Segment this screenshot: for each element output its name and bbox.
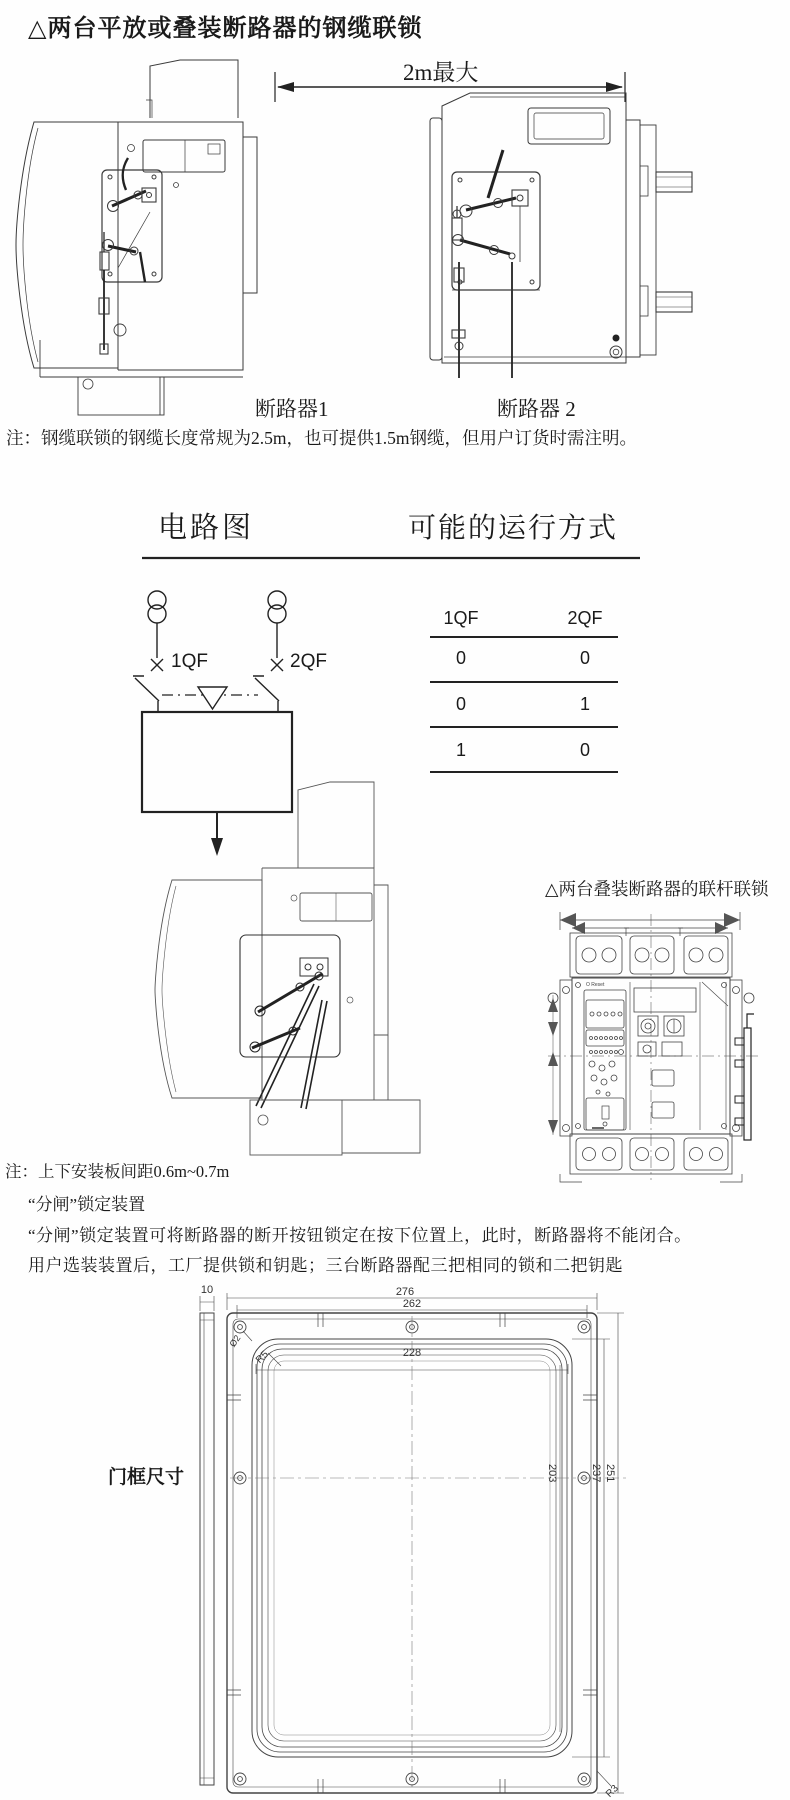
opening-lock-heading: “分闸”锁定装置 (28, 1195, 146, 1214)
dim-r3: R3 (603, 1783, 621, 1800)
table-rule (430, 681, 618, 683)
breaker1-side-view-drawing (16, 60, 257, 415)
breaker2-label: 断路器 2 (497, 397, 576, 421)
table-rule (430, 726, 618, 728)
table-rule (430, 771, 618, 773)
mounting-spacing-note: 注：上下安装板间距0.6m~0.7m (5, 1162, 230, 1181)
door-frame-drawing (200, 1293, 628, 1793)
dim-276: 276 (395, 1286, 415, 1298)
table-header-2qf: 2QF (567, 608, 603, 628)
dim-228: 228 (402, 1347, 422, 1359)
dim-diameter-2: Ø2 (227, 1333, 243, 1349)
table-cell: 0 (579, 648, 590, 668)
dim-10: 10 (200, 1284, 214, 1296)
qf1-circuit-label: 1QF (171, 651, 208, 672)
qf2-circuit-label: 2QF (290, 651, 327, 672)
opening-lock-description: “分闸”锁定装置可将断路器的断开按钮锁定在按下位置上，此时，断路器将不能闭合。 (28, 1226, 692, 1245)
breaker2-side-view-drawing (430, 93, 692, 378)
table-cell: 1 (579, 694, 590, 714)
stacked-breaker-front-drawing (548, 912, 758, 1182)
dim-237: 237 (590, 1464, 602, 1483)
dim-262: 262 (402, 1298, 422, 1310)
dim-203: 203 (546, 1464, 558, 1483)
lock-key-note: 用户选装装置后，工厂提供锁和钥匙；三台断路器配三把相同的锁和二把钥匙 (28, 1256, 623, 1275)
circuit-diagram-drawing (133, 591, 292, 856)
stacked-breaker-side-drawing (155, 782, 420, 1155)
table-cell: 1 (455, 740, 466, 760)
cable-length-note: 注：钢缆联锁的钢缆长度常规为2.5m，也可提供1.5m钢缆，但用户订货时需注明。 (6, 428, 637, 448)
door-frame-label: 门框尺寸 (108, 1467, 185, 1488)
dimension-2m-label: 2m最大 (403, 60, 479, 85)
dim-r5: R5 (253, 1349, 271, 1366)
rod-interlock-title: △两台叠装断路器的联杆联锁 (545, 879, 769, 899)
operation-modes-header: 可能的运行方式 (408, 513, 619, 544)
reset-label: O Reset (586, 982, 605, 988)
table-cell: 0 (455, 648, 466, 668)
page-title: △两台平放或叠装断路器的钢缆联锁 (28, 16, 423, 42)
circuit-diagram-header: 电路图 (158, 512, 255, 544)
table-header-1qf: 1QF (443, 608, 479, 628)
table-cell: 0 (455, 694, 466, 714)
dim-251: 251 (604, 1464, 616, 1483)
table-rule (430, 636, 618, 638)
table-cell: 0 (579, 740, 590, 760)
breaker1-label: 断路器1 (255, 397, 329, 421)
